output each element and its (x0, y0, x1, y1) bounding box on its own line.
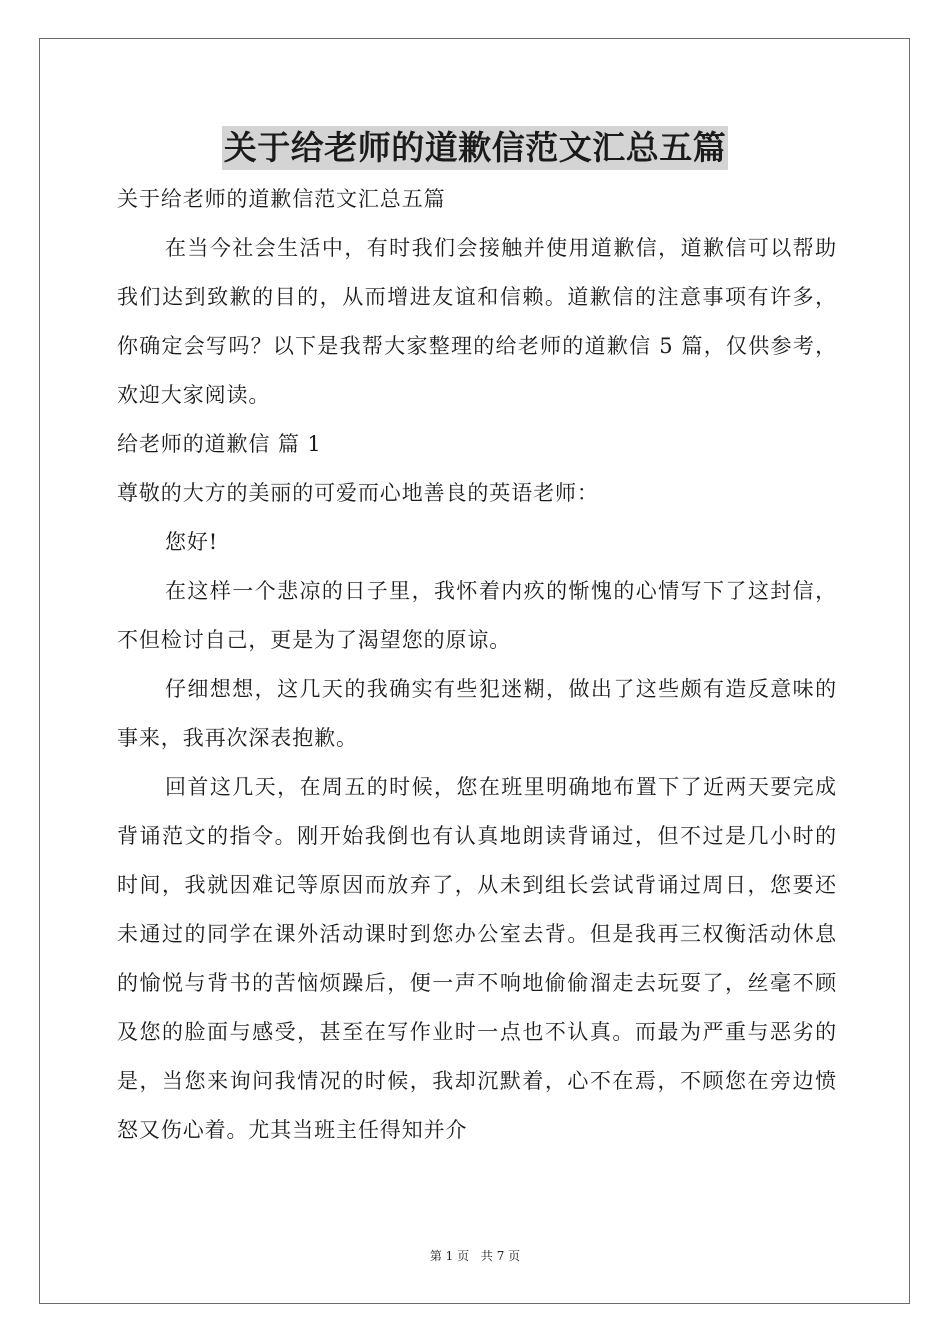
document-title: 关于给老师的道歉信范文汇总五篇 (222, 126, 729, 170)
document-body (117, 175, 837, 1155)
document-subtitle: 关于给老师的道歉信范文汇总五篇 (117, 187, 446, 211)
letter-paragraph-3: 回首这几天，在周五的时候，您在班里明确地布置下了近两天要完成背诵范文的指令。刚开始我倒也有认真地朗读背诵过，但不过是几小时的时间，我就因难记等原因而放弃了，从未到组长尝试背诵过周日，您要还未通过的同学在课外活动课时到您办公室去背。但是我再三权衡活动休息的愉悦与背书的苦恼烦躁后，便一声不响地偷偷溜走去玩耍了，丝毫不顾及您的脸面与感受，甚至在写作业时一点也不认真。而最为严重与恶劣的是，当您来询问我情况的时候，我却沉默着，心不在焉，不顾您在旁边愤怒又伤心着。尤其当班主任得知并介 (117, 775, 837, 1142)
letter-greeting: 您好! (165, 530, 219, 554)
letter-salutation: 尊敬的大方的美丽的可爱而心地善良的英语老师： (117, 481, 599, 505)
section-heading: 给老师的道歉信 篇 1 (117, 432, 322, 456)
page-footer (0, 1247, 950, 1264)
letter-paragraph-1: 在这样一个悲凉的日子里，我怀着内疚的惭愧的心情写下了这封信，不但检讨自己，更是为了渴望您的原谅。 (117, 579, 837, 652)
letter-paragraph-2: 仔细想想，这几天的我确实有些犯迷糊，做出了这些颇有造反意味的事来，我再次深表抱歉。 (117, 677, 837, 750)
title-container (0, 126, 950, 170)
page-number: 第 1 页 (429, 1249, 470, 1263)
page-total: 共 7 页 (480, 1249, 521, 1263)
intro-paragraph: 在当今社会生活中，有时我们会接触并使用道歉信，道歉信可以帮助我们达到致歉的目的，从而增进友谊和信赖。道歉信的注意事项有许多，你确定会写吗？以下是我帮大家整理的给老师的道歉信 5 篇，仅供参考，欢迎大家阅读。 (117, 236, 837, 407)
